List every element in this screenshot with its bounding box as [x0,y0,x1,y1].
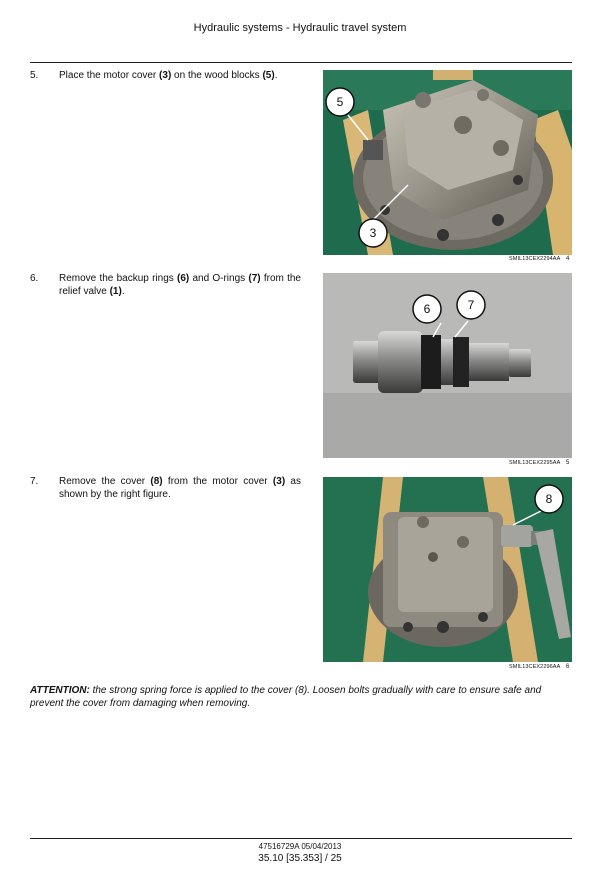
callout-3 [359,219,387,247]
step-number: 6. [30,273,39,284]
figure-code: SMIL13CEX2296AA [509,664,561,670]
callout-5 [326,88,354,116]
step-number: 5. [30,70,39,81]
figure-motor-cover-on-blocks [323,70,572,255]
svg-text:7: 7 [467,298,475,312]
figure-relief-valve [323,273,572,458]
callout-7 [457,291,485,319]
header-rule [30,62,572,63]
attention-label: ATTENTION: [30,685,90,696]
figure-number: 4 [566,256,570,262]
svg-text:3: 3 [369,226,377,240]
page-header: Hydraulic systems - Hydraulic travel system [193,22,407,34]
figure-code: SMIL13CEX2295AA [509,460,561,466]
footer-doc-id: 47516729A 05/04/2013 [258,842,342,851]
footer-rule [30,838,572,839]
callout-8 [535,485,563,513]
svg-text:8: 8 [545,492,553,506]
figure-remove-cover [323,477,572,662]
svg-text:5: 5 [336,95,344,109]
attention-note: ATTENTION: the strong spring force is applied to the cover (8). Loosen bolts gradually with care to ensure safe and prevent the cover from damaging when removing. [30,685,542,709]
step-text: Remove the cover (8) from the motor cover (3) as shown by the right figure. [59,476,301,500]
figure-number: 5 [566,460,570,466]
callout-6 [413,295,441,323]
footer-page-number: 35.10 [35.353] / 25 [258,853,342,864]
step-number: 7. [30,476,39,487]
svg-text:6: 6 [423,302,431,316]
step-text: Remove the backup rings (6) and O-rings (7) from the relief valve (1). [59,273,301,297]
figure-code: SMIL13CEX2294AA [509,256,561,262]
figure-number: 6 [566,664,570,670]
step-text: Place the motor cover (3) on the wood blocks (5). [59,70,278,81]
